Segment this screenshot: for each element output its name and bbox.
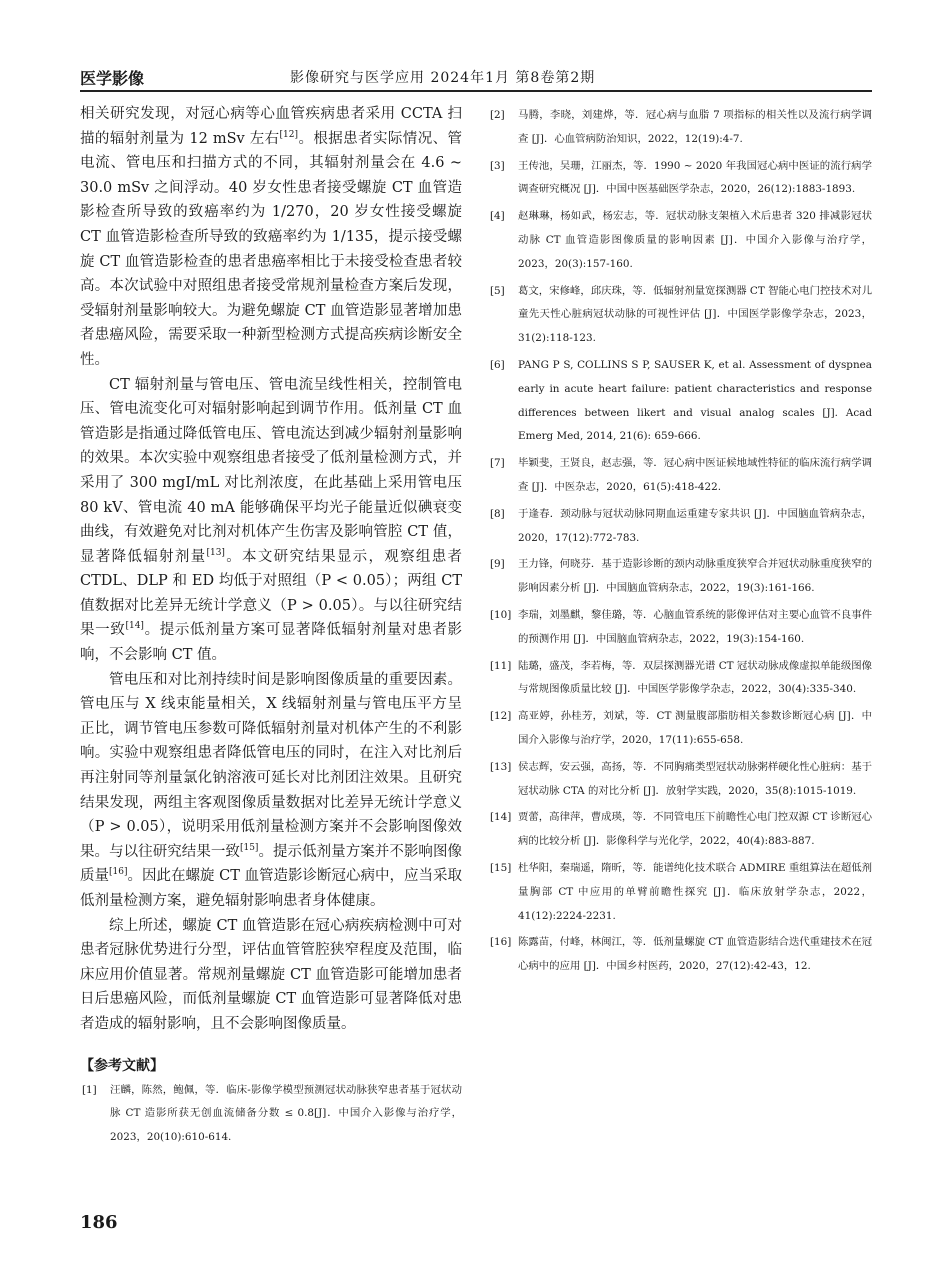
reference-item: [11] 陆璐，盛茂，李若梅，等．双层探测器光谱 CT 冠状动脉成像虚拟单能级图像与常规图像质量比较 [J]．中国医学影像学杂志，2022，30(4):335-340. (490, 659, 872, 696)
citation: [12] (279, 129, 299, 140)
citation: [14] (125, 621, 144, 632)
page-number: 186 (80, 1212, 118, 1233)
body-paragraph: 综上所述，螺旋 CT 血管造影在冠心病疾病检测中可对患者冠脉优势进行分型，评估血管管腔狭窄程度及范围，临床应用价值显著。常规剂量螺旋 CT 血管造影可能增加患者日后患癌风险，而低剂量螺旋 CT 血管造影可显著降低对患者造成的辐射影响，且不会影响图像质量。 (80, 917, 462, 1032)
reference-item: [15] 杜华阳，秦瑞遥，隋昕，等．能谱纯化技术联合 ADMIRE 重组算法在超低剂量胸部 CT 中应用的单臂前瞻性探究 [J]．临床放射学杂志，2022，41(12):2224-2231. (490, 861, 872, 922)
reference-item: [5] 葛文，宋修峰，邱庆珠，等．低辐射剂量宽探测器 CT 智能心电门控技术对儿童先天性心脏病冠状动脉的可视性评估 [J]．中国医学影像学杂志，2023，31(2):118-123. (490, 284, 872, 345)
reference-item: [14] 贾蕾，高律萍，曹成瑛，等．不同管电压下前瞻性心电门控双源 CT 诊断冠心病的比较分析 [J]．影像科学与光化学，2022，40(4):883-887. (490, 811, 872, 848)
journal-info: 影像研究与医学应用 2024年1月 第8卷第2期 (290, 70, 596, 86)
reference-item: [2] 马腾，李晓，刘建烨，等．冠心病与血脂 7 项指标的相关性以及流行病学调查 [J]．心血管病防治知识，2022，12(19):4-7. (490, 109, 872, 145)
reference-item: [3] 王传池，吴珊，江丽杰，等．1990 ~ 2020 年我国冠心病中医证的流行病学调查研究概况 [J]．中国中医基础医学杂志，2020，26(12):1883-1893. (490, 159, 872, 196)
reference-item: [13] 侯志辉，安云强，高扬，等．不同胸痛类型冠状动脉粥样硬化性心脏病：基于冠状动脉 CTA 的对比分析 [J]．放射学实践，2020，35(8):1015-1019. (490, 760, 872, 797)
reference-item: [1] 汪麟，陈然，鲍佩，等．临床-影像学模型预测冠状动脉狭窄患者基于冠状动脉 CT 造影所获无创血流储备分数 ≤ 0.8[J]．中国介入影像与治疗学，2023，20(10):610-614. (82, 1083, 462, 1144)
section-title: 医学影像 (80, 69, 145, 88)
citation: [13] (206, 547, 225, 558)
page-header (80, 66, 872, 92)
body-paragraph: 相关研究发现，对冠心病等心血管疾病患者采用 CCTA 扫描的辐射剂量为 12 mSv 左右[12]。根据患者实际情况、管电流、管电压和扫描方式的不同，其辐射剂量会在 4.6 ~ 30.0 mSv 之间浮动。40 岁女性患者接受螺旋 CT 血管造影检查所导致的致癌率约为 1/270，20 岁女性接受螺旋 CT 血管造影检查所导致的致癌率约为 1/135，提示接受螺旋 CT 血管造影检查的患者患癌率相比于未接受检查患者较高。本次试验中对照组患者接受常规剂量检查方案后发现，受辐射剂量影响较大。为避免螺旋 CT 血管造影显著增加患者患癌风险，需要采取一种新型检测方式提高疾病诊断安全性。 (80, 106, 463, 368)
reference-item: [6] PANG P S, COLLINS S P, SAUSER K, et al. Assessment of dyspnea early in acute heart failure: patient characteristics and response differences between likert and visual analog scales [J]. Acad Emerg Med, 2014, 21(6): 659-666. (490, 358, 872, 443)
reference-item: [16] 陈露苗，付峰，林闽江，等．低剂量螺旋 CT 血管造影结合迭代重建技术在冠心病中的应用 [J]．中国乡村医药，2020，27(12):42-43，12. (490, 936, 872, 973)
references-heading: 【参考文献】 (80, 1057, 164, 1074)
left-column (80, 102, 462, 1153)
reference-item: [10] 李瑞，刘墨麒，黎佳璐，等．心脑血管系统的影像评估对主要心血管不良事件的预测作用 [J]．中国脑血管病杂志，2022，19(3):154-160. (490, 608, 872, 645)
reference-item: [9] 王力锋，何晓芬．基于造影诊断的颈内动脉重度狭窄合并冠状动脉重度狭窄的影响因素分析 [J]．中国脑血管病杂志，2022，19(3):161-166. (490, 558, 872, 595)
body-paragraph: 管电压和对比剂持续时间是影响图像质量的重要因素。管电压与 X 线束能量相关，X 线辐射剂量与管电压平方呈正比，调节管电压参数可降低辐射剂量对机体产生的不利影响。实验中观察组患者降低管电压的同时，在注入对比剂后再注射同等剂量氯化钠溶液可延长对比剂团注效果。且研究结果发现，两组主客观图像质量数据对比差异无统计学意义（P > 0.05），说明采用低剂量检测方案并不会影响图像效果。与以往研究结果一致[15]。提示低剂量方案并不影响图像质量[16]。因此在螺旋 CT 血管造影诊断冠心病中，应当采取低剂量检测方案，避免辐射影响患者身体健康。 (80, 671, 463, 909)
reference-item: [4] 赵琳琳，杨如武，杨宏志，等．冠状动脉支架植入术后患者 320 排减影冠状动脉 CT 血管造影图像质量的影响因素 [J]．中国介入影像与治疗学，2023，20(3):157-160. (490, 210, 872, 270)
right-column (488, 104, 872, 982)
reference-item: [12] 高亚婷，孙桂芳，刘斌，等．CT 测量腹部脂肪相关参数诊断冠心病 [J]．中国介入影像与治疗学，2020，17(11):655-658. (490, 710, 872, 746)
reference-item: [8] 于逢春．颈动脉与冠状动脉同期血运重建专家共识 [J]．中国脑血管病杂志，2020，17(12):772-783. (490, 507, 872, 544)
citation: [16] (109, 867, 128, 878)
citation: [15] (239, 842, 259, 853)
body-paragraph: CT 辐射剂量与管电压、管电流呈线性相关，控制管电压、管电流变化可对辐射影响起到调节作用。低剂量 CT 血管造影是指通过降低管电压、管电流达到减少辐射剂量影响的效果。本次实验中观察组患者接受了低剂量检测方式，并采用了 300 mgI/mL 对比剂浓度，在此基础上采用管电压 80 kV、管电流 40 mA 能够确保平均光子能量近似碘衰变曲线，有效避免对比剂对机体产生伤害及影响管腔 CT 值，显著降低辐射剂量[13]。本文研究结果显示，观察组患者 CTDL、DLP 和 ED 均低于对照组（P < 0.05）；两组 CT 值数据对比差异无统计学意义（P > 0.05）。与以往研究结果一致[14]。提示低剂量方案可显著降低辐射剂量对患者影响，不会影响 CT 值。 (80, 376, 463, 664)
reference-item: [7] 毕颖斐，王贤良，赵志强，等．冠心病中医证候地域性特征的临床流行病学调查 [J]．中医杂志，2020，61(5):418-422. (490, 457, 872, 493)
